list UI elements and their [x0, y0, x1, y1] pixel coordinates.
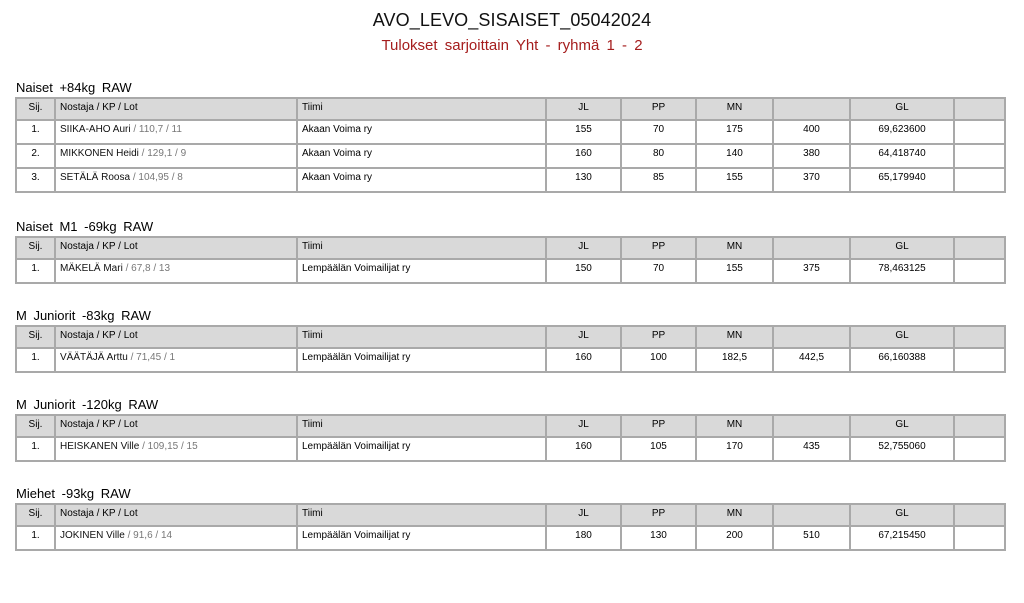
lifter-bodyweight-lot: / 110,7 / 11 — [130, 124, 182, 135]
category-section-3 — [15, 306, 1005, 373]
bench-cell: 85 — [621, 168, 696, 192]
col-header-total — [773, 415, 850, 437]
results-table — [15, 414, 1006, 462]
col-header-team: Tiimi — [297, 326, 546, 348]
col-header-team: Tiimi — [297, 98, 546, 120]
place-cell: 3. — [16, 168, 55, 192]
col-header-gl: GL — [850, 326, 954, 348]
team-cell: Lempäälän Voimailijat ry — [297, 348, 546, 372]
lifter-name: MÄKELÄ Mari — [60, 263, 123, 274]
gl-points-cell: 52,755060 — [850, 437, 954, 461]
place-cell: 1. — [16, 526, 55, 550]
deadlift-cell: 182,5 — [696, 348, 773, 372]
bench-cell: 105 — [621, 437, 696, 461]
col-header-total — [773, 504, 850, 526]
lifter-cell — [55, 168, 297, 192]
col-header-deadlift: MN — [696, 237, 773, 259]
place-cell: 1. — [16, 120, 55, 144]
col-header-squat: JL — [546, 326, 621, 348]
col-header-place: Sij. — [16, 504, 55, 526]
total-cell: 380 — [773, 144, 850, 168]
table-header-row — [16, 415, 1005, 437]
col-header-total — [773, 326, 850, 348]
col-header-lifter: Nostaja / KP / Lot — [55, 237, 297, 259]
col-header-extra — [954, 504, 1005, 526]
squat-cell: 180 — [546, 526, 621, 550]
results-table — [15, 325, 1006, 373]
bench-cell: 80 — [621, 144, 696, 168]
col-header-total — [773, 237, 850, 259]
bench-cell: 70 — [621, 259, 696, 283]
place-cell: 1. — [16, 437, 55, 461]
total-cell: 400 — [773, 120, 850, 144]
deadlift-cell: 155 — [696, 168, 773, 192]
place-cell: 1. — [16, 259, 55, 283]
place-cell: 1. — [16, 348, 55, 372]
table-header-row — [16, 237, 1005, 259]
category-section-5 — [15, 484, 1005, 551]
lifter-bodyweight-lot: / 129,1 / 9 — [138, 148, 187, 159]
extra-cell — [954, 144, 1005, 168]
col-header-gl: GL — [850, 504, 954, 526]
squat-cell: 160 — [546, 437, 621, 461]
category-title: Naiset +84kg RAW — [16, 80, 132, 95]
col-header-bench: PP — [621, 98, 696, 120]
extra-cell — [954, 120, 1005, 144]
col-header-lifter: Nostaja / KP / Lot — [55, 504, 297, 526]
col-header-extra — [954, 237, 1005, 259]
extra-cell — [954, 348, 1005, 372]
col-header-place: Sij. — [16, 326, 55, 348]
category-title: Naiset M1 -69kg RAW — [16, 219, 154, 234]
deadlift-cell: 200 — [696, 526, 773, 550]
deadlift-cell: 170 — [696, 437, 773, 461]
lifter-bodyweight-lot: / 91,6 / 14 — [124, 530, 173, 541]
col-header-lifter: Nostaja / KP / Lot — [55, 326, 297, 348]
team-cell: Lempäälän Voimailijat ry — [297, 437, 546, 461]
col-header-deadlift: MN — [696, 98, 773, 120]
bench-cell: 70 — [621, 120, 696, 144]
lifter-cell — [55, 259, 297, 283]
bench-cell: 130 — [621, 526, 696, 550]
table-row — [16, 526, 1005, 550]
lifter-name: SETÄLÄ Roosa — [60, 172, 131, 183]
col-header-team: Tiimi — [297, 504, 546, 526]
col-header-extra — [954, 415, 1005, 437]
squat-cell: 150 — [546, 259, 621, 283]
lifter-cell — [55, 348, 297, 372]
lifter-name: SIIKA-AHO Auri — [60, 124, 131, 135]
lifter-name: MIKKONEN Heidi — [60, 148, 139, 159]
total-cell: 435 — [773, 437, 850, 461]
team-cell: Lempäälän Voimailijat ry — [297, 526, 546, 550]
category-section-2 — [15, 217, 1005, 284]
report-subtitle: Tulokset sarjoittain Yht - ryhmä 1 - 2 — [381, 37, 643, 54]
category-section-4 — [15, 395, 1005, 462]
extra-cell — [954, 168, 1005, 192]
lifter-bodyweight-lot: / 109,15 / 15 — [139, 441, 198, 452]
col-header-deadlift: MN — [696, 504, 773, 526]
category-section-1 — [15, 78, 1005, 193]
category-title: M Juniorit -120kg RAW — [16, 397, 159, 412]
lifter-bodyweight-lot: / 67,8 / 13 — [122, 263, 171, 274]
table-row — [16, 259, 1005, 283]
lifter-cell — [55, 144, 297, 168]
deadlift-cell: 140 — [696, 144, 773, 168]
lifter-name: VÄÄTÄJÄ Arttu — [60, 352, 128, 363]
col-header-gl: GL — [850, 98, 954, 120]
team-cell: Lempäälän Voimailijat ry — [297, 259, 546, 283]
team-cell: Akaan Voima ry — [297, 120, 546, 144]
squat-cell: 160 — [546, 348, 621, 372]
lifter-bodyweight-lot: / 71,45 / 1 — [127, 352, 176, 363]
col-header-team: Tiimi — [297, 237, 546, 259]
category-title: Miehet -93kg RAW — [16, 486, 131, 501]
gl-points-cell: 66,160388 — [850, 348, 954, 372]
lifter-bodyweight-lot: / 104,95 / 8 — [130, 172, 183, 183]
col-header-squat: JL — [546, 98, 621, 120]
col-header-place: Sij. — [16, 237, 55, 259]
table-row — [16, 168, 1005, 192]
extra-cell — [954, 526, 1005, 550]
col-header-squat: JL — [546, 237, 621, 259]
lifter-cell — [55, 437, 297, 461]
bench-cell: 100 — [621, 348, 696, 372]
results-table — [15, 97, 1006, 193]
col-header-deadlift: MN — [696, 326, 773, 348]
results-table — [15, 503, 1006, 551]
gl-points-cell: 78,463125 — [850, 259, 954, 283]
table-row — [16, 144, 1005, 168]
gl-points-cell: 69,623600 — [850, 120, 954, 144]
squat-cell: 160 — [546, 144, 621, 168]
col-header-bench: PP — [621, 415, 696, 437]
extra-cell — [954, 437, 1005, 461]
results-table — [15, 236, 1006, 284]
col-header-team: Tiimi — [297, 415, 546, 437]
deadlift-cell: 175 — [696, 120, 773, 144]
col-header-lifter: Nostaja / KP / Lot — [55, 98, 297, 120]
col-header-bench: PP — [621, 504, 696, 526]
lifter-cell — [55, 120, 297, 144]
total-cell: 375 — [773, 259, 850, 283]
col-header-total — [773, 98, 850, 120]
deadlift-cell: 155 — [696, 259, 773, 283]
col-header-deadlift: MN — [696, 415, 773, 437]
table-row — [16, 437, 1005, 461]
category-title: M Juniorit -83kg RAW — [16, 308, 151, 323]
col-header-squat: JL — [546, 504, 621, 526]
table-row — [16, 348, 1005, 372]
col-header-gl: GL — [850, 237, 954, 259]
table-header-row — [16, 504, 1005, 526]
table-row — [16, 120, 1005, 144]
report-title: AVO_LEVO_SISAISET_05042024 — [372, 10, 652, 30]
gl-points-cell: 65,179940 — [850, 168, 954, 192]
total-cell: 370 — [773, 168, 850, 192]
col-header-bench: PP — [621, 237, 696, 259]
total-cell: 442,5 — [773, 348, 850, 372]
table-header-row — [16, 326, 1005, 348]
table-header-row — [16, 98, 1005, 120]
total-cell: 510 — [773, 526, 850, 550]
col-header-extra — [954, 326, 1005, 348]
squat-cell: 130 — [546, 168, 621, 192]
col-header-gl: GL — [850, 415, 954, 437]
team-cell: Akaan Voima ry — [297, 168, 546, 192]
extra-cell — [954, 259, 1005, 283]
squat-cell: 155 — [546, 120, 621, 144]
team-cell: Akaan Voima ry — [297, 144, 546, 168]
col-header-place: Sij. — [16, 415, 55, 437]
col-header-bench: PP — [621, 326, 696, 348]
gl-points-cell: 67,215450 — [850, 526, 954, 550]
gl-points-cell: 64,418740 — [850, 144, 954, 168]
place-cell: 2. — [16, 144, 55, 168]
lifter-name: HEISKANEN Ville — [60, 441, 140, 452]
lifter-name: JOKINEN Ville — [60, 530, 125, 541]
col-header-squat: JL — [546, 415, 621, 437]
lifter-cell — [55, 526, 297, 550]
col-header-extra — [954, 98, 1005, 120]
col-header-lifter: Nostaja / KP / Lot — [55, 415, 297, 437]
col-header-place: Sij. — [16, 98, 55, 120]
